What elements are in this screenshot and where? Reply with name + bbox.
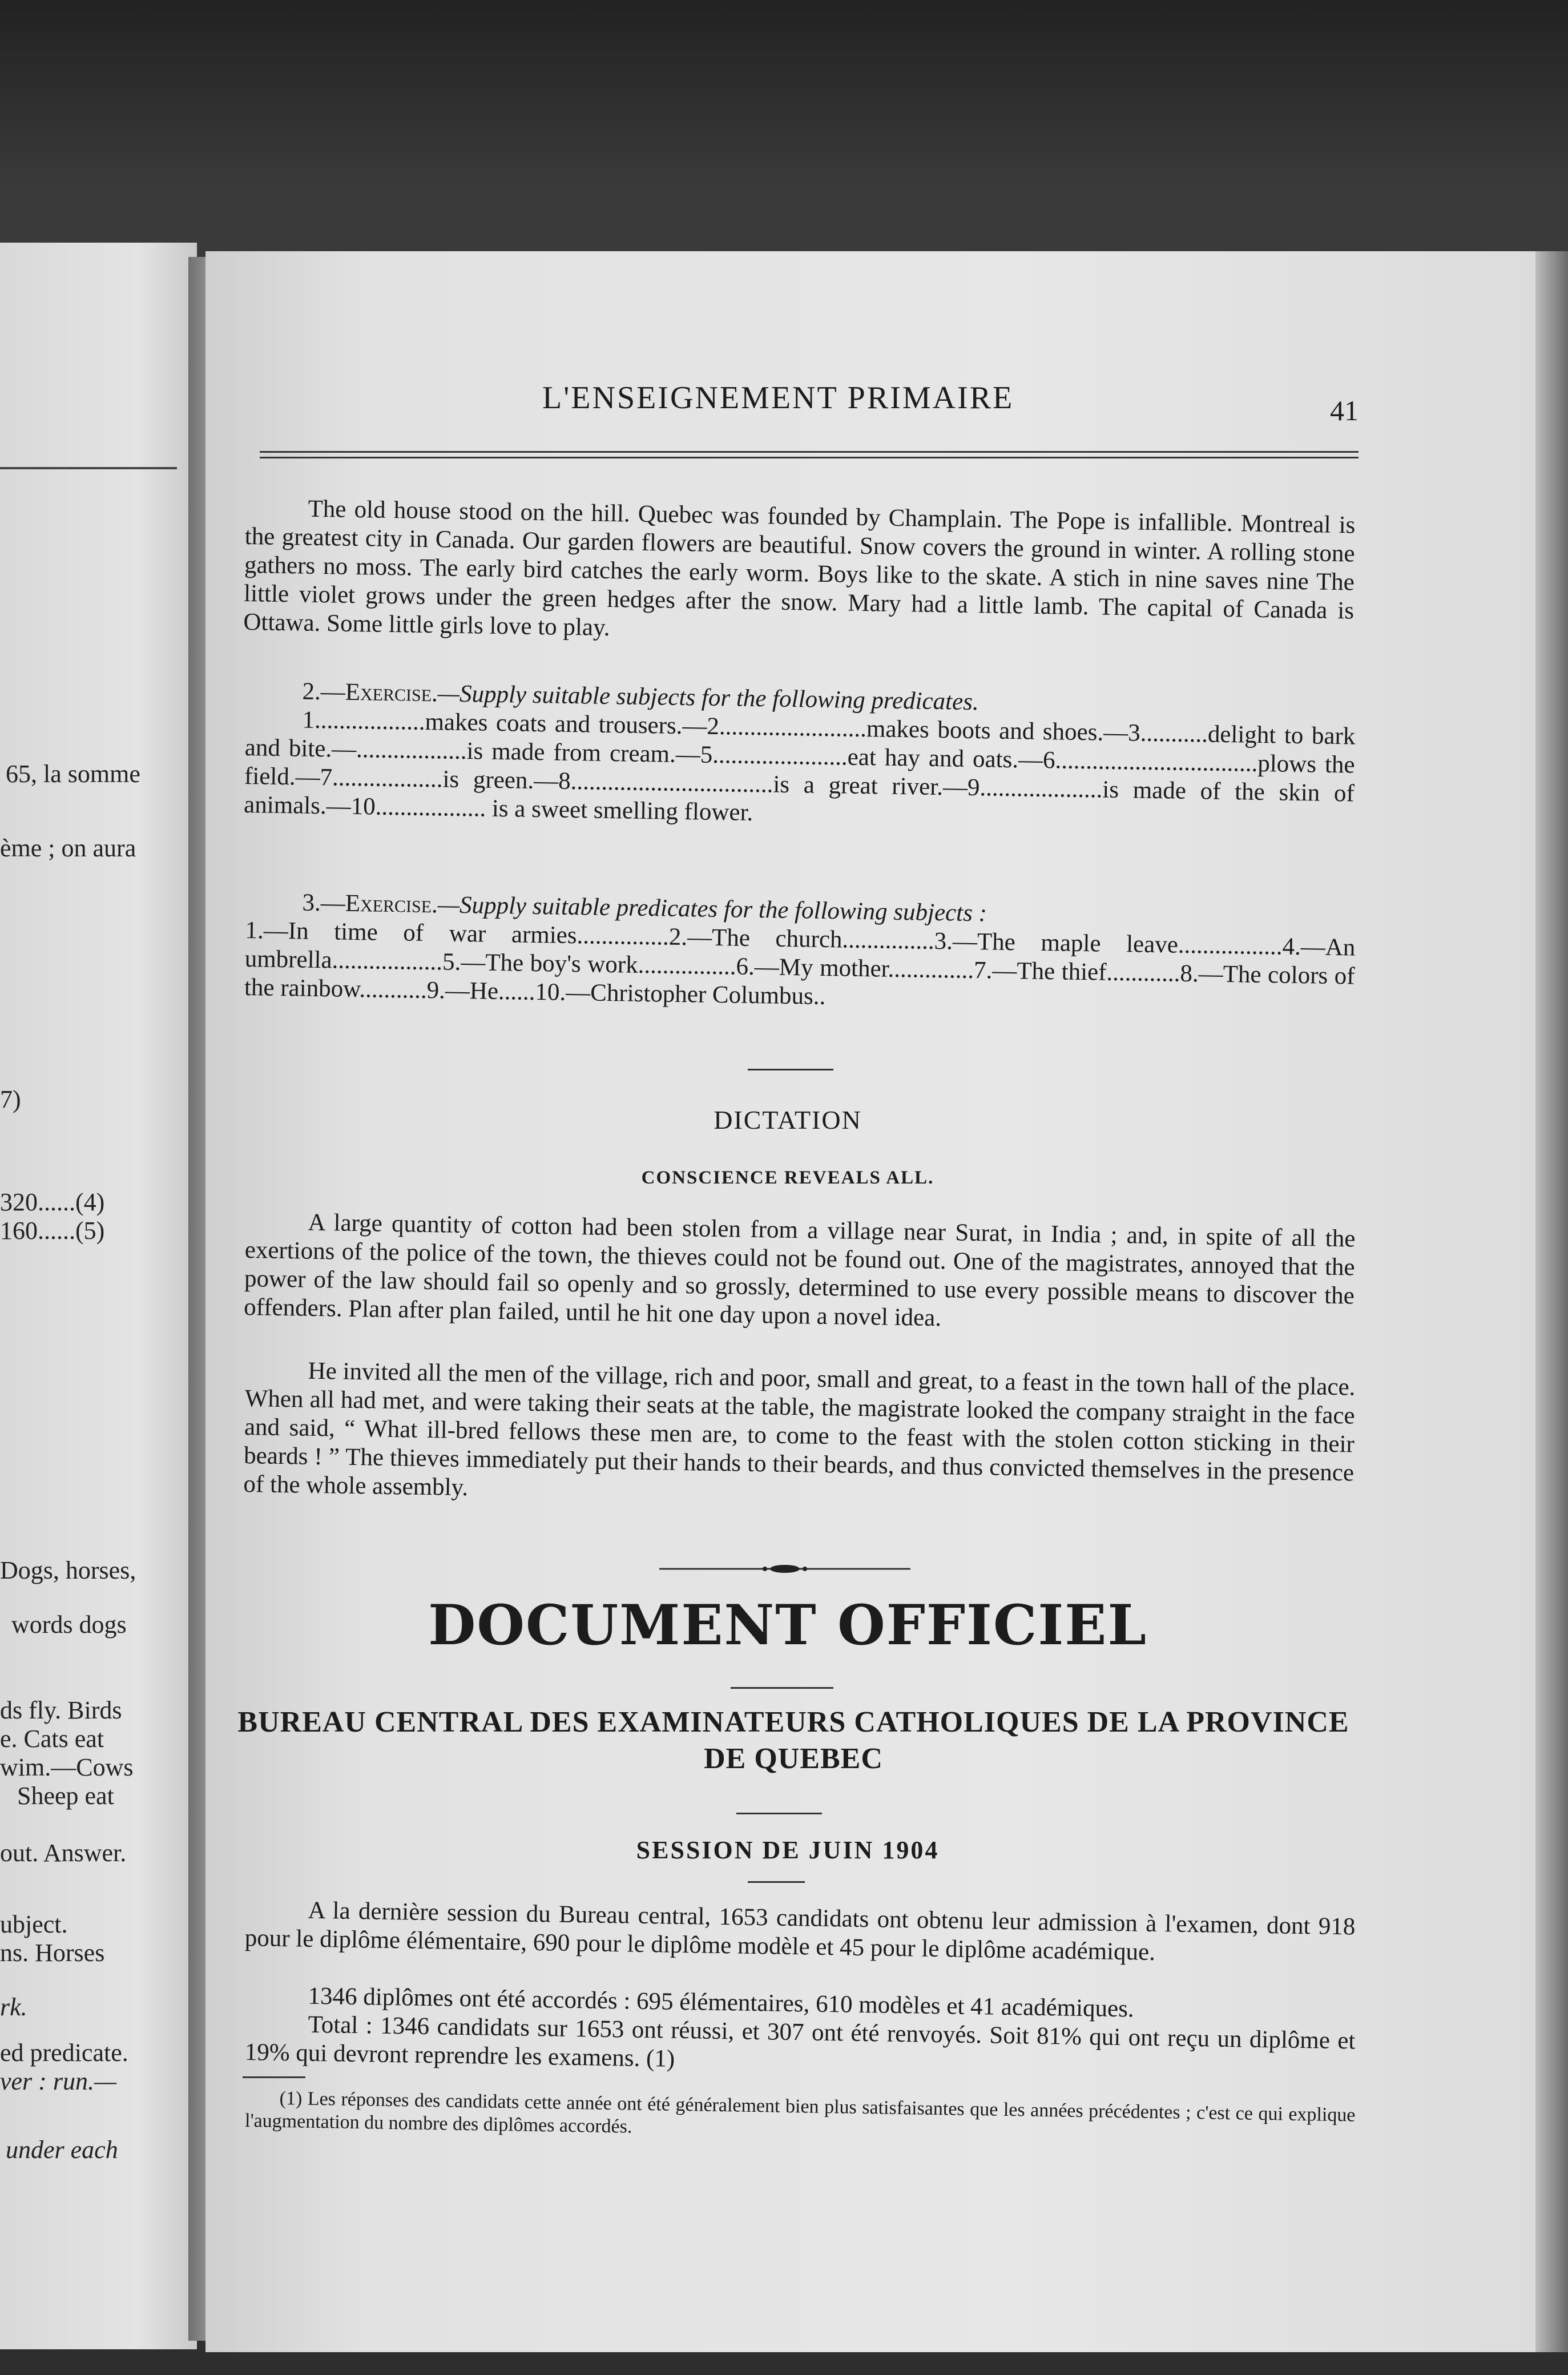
bureau-heading: BUREAU CENTRAL DES EXAMINATEURS CATHOLIQUES DE LA PROVINCE DE QUEBEC — [237, 1706, 1349, 1775]
sentences-paragraph: The old house stood on the hill. Quebec was founded by Champlain. The Pope is infallible. Montreal is the greatest city in Canada. Our garden flowers are beautiful. Snow covers the ground in winter. A rolling stone gathers no moss. The early bird catches the early worm. Boys like to the skate. A stich in nine saves nine The little violet grows under the green hedges after the snow. Mary had a little lamb. The capital of Canada is Ottawa. Some little girls love to play. — [243, 495, 1356, 642]
section-divider — [748, 1069, 833, 1070]
official-paragraph: 1346 diplômes ont été accordés : 695 élémentaires, 610 modèles et 41 académiques. — [308, 1982, 1135, 2023]
left-page-rule — [0, 467, 177, 469]
exercise-2-body: 1..................makes coats and trousers.—2........................makes boots and shoes.—3...........delight to bark and bite.—..................is made from cream.—5......................eat hay and oats.—6.................................plows the field.—7..................is green.—8.................................is a great river.—9....................is made of the skin of animals.—10.................. is a sweet smelling flower. — [243, 706, 1356, 826]
title-rule — [731, 1687, 833, 1689]
running-head: L'ENSEIGNEMENT PRIMAIRE — [542, 380, 1014, 416]
session-heading: SESSION DE JUIN 1904 — [636, 1836, 940, 1864]
left-page-line: ns. Horses — [0, 1939, 105, 1967]
left-page-line: words dogs — [11, 1611, 127, 1639]
dictation-heading: DICTATION — [714, 1105, 862, 1134]
left-page-line: 65, la somme — [6, 760, 140, 788]
bureau-rule — [736, 1813, 822, 1814]
exercise-2-number: 2.— — [302, 678, 346, 706]
left-page-line: rk. — [0, 1993, 27, 2021]
session-rule — [748, 1881, 805, 1883]
left-page-line: under each — [6, 2136, 118, 2164]
header-rule — [260, 451, 1359, 453]
left-page-line: e. Cats eat — [0, 1725, 104, 1753]
document-title: DOCUMENT OFFICIEL — [428, 1593, 1147, 1657]
left-page-line: ed predicate. — [0, 2039, 128, 2067]
exercise-3-number: 3.— — [302, 889, 346, 917]
left-page-line: ver : run.— — [0, 2067, 117, 2095]
footnote: (1) Les réponses des candidats cette année ont été généralement bien plus satisfaisantes que les années précédentes ; c'est ce qui explique l'augmentation du nombre des diplômes accordés. — [244, 2087, 1356, 2138]
left-page-line: ubject. — [0, 1910, 68, 1938]
footnote-rule — [243, 2076, 305, 2078]
left-page-line: ème ; on aura — [0, 834, 136, 862]
ornament-divider — [659, 1565, 910, 1573]
exercise-2-label: Exercise. — [345, 678, 438, 707]
page-edge-shadow — [1535, 251, 1568, 2352]
exercise-3-body: 1.—In time of war armies...............2.—The church...............3.—The maple leave.................4.—An umbrella..................5.—The boy's work................6.—My mother..............7.—The thief............8.—The colors of the rainbow...........9.—He......10.—Christopher Columbus.. — [244, 916, 1356, 1010]
left-page-line: 7) — [0, 1085, 21, 1113]
left-facing-page — [0, 243, 197, 2349]
dictation-subheading: CONSCIENCE REVEALS ALL. — [641, 1168, 934, 1188]
exercise-3-label: Exercise. — [345, 889, 438, 919]
left-page-line: 160......(5) — [0, 1217, 105, 1245]
left-page-line: ds fly. Birds — [0, 1696, 122, 1724]
left-page-line: Sheep eat — [17, 1782, 114, 1810]
left-page-line: 320......(4) — [0, 1188, 105, 1216]
dictation-paragraph: He invited all the men of the village, rich and poor, small and great, to a feast in the town hall of the place. When all had met, and were taking their seats at the table, the magistrate looked the company straight in the face and said, “ What ill-bred fellows these men are, to come to the feast with the stolen cotton sticking in their beards ! ” The thieves immediately put their hands to their beards, and thus convicted themselves in the presence of the whole assembly. — [243, 1357, 1356, 1502]
official-paragraph: A la dernière session du Bureau central, 1653 candidats ont obtenu leur admission à l'examen, dont 918 pour le diplôme élémentaire, 690 pour le diplôme modèle et 45 pour le diplôme académique. — [244, 1897, 1356, 1966]
page-number: 41 — [1330, 395, 1359, 426]
left-page-line: Dogs, horses, — [0, 1556, 136, 1584]
exercise-2-instruction: —Supply suitable subjects for the following predicates. — [437, 680, 980, 716]
exercise-3-instruction: —Supply suitable predicates for the following subjects : — [437, 891, 987, 927]
dictation-paragraph: A large quantity of cotton had been stolen from a village near Surat, in India ; and, in spite of all the exertions of the police of the town, the thieves could not be found out. One of the magistrates, annoyed that the power of the law should fail so openly and so grossly, determined to use every possible means to discover the offenders. Plan after plan failed, until he hit one day upon a novel idea. — [243, 1209, 1356, 1332]
left-page-line: out. Answer. — [0, 1839, 127, 1867]
left-page-line: wim.—Cows — [0, 1753, 134, 1781]
header-rule-double — [260, 457, 1359, 458]
official-paragraph: Total : 1346 candidats sur 1653 ont réussi, et 307 ont été renvoyés. Soit 81% qui ont reçu un diplôme et 19% qui devront reprendre les examens. (1) — [244, 2011, 1356, 2072]
